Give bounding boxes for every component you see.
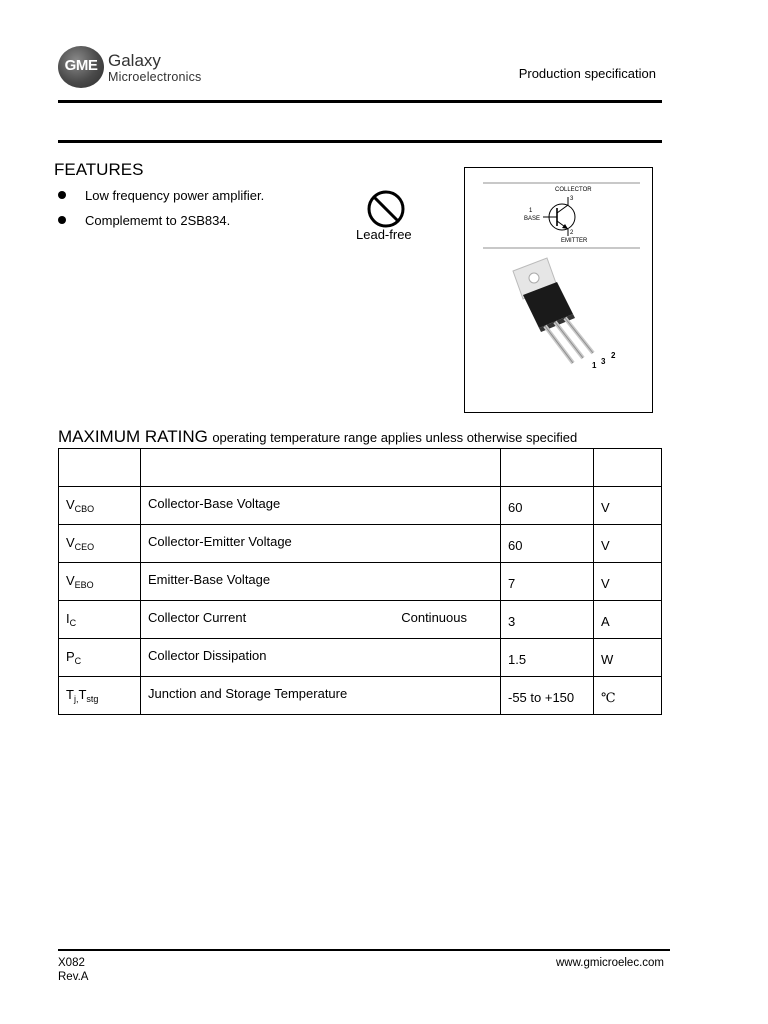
bullet-icon [58, 216, 66, 224]
table-row [59, 639, 662, 677]
to220-package-image [513, 258, 593, 363]
package-diagram-box [464, 167, 653, 413]
symbol-cell: $I_C$ [59, 601, 141, 639]
table-row [59, 563, 662, 601]
unit-cell: V [594, 563, 662, 601]
value-cell: 7 [501, 563, 594, 601]
base-label: BASE [524, 216, 541, 222]
table-row [59, 487, 662, 525]
max-rating-subtitle: operating temperature range applies unless otherwise specified [212, 430, 578, 445]
transistor-diagram [465, 168, 652, 412]
header-cell [501, 449, 594, 487]
pin-base-number: 1 [529, 208, 533, 214]
value-cell: 1.5 [501, 639, 594, 677]
header-cell [59, 449, 141, 487]
lead-free-label: Lead-free [356, 227, 412, 242]
value-cell: -55 to +150 [501, 677, 594, 715]
unit-cell: V [594, 487, 662, 525]
photo-pin-label: 1 [592, 361, 597, 370]
max-rating-table [58, 448, 662, 715]
table-row [59, 601, 662, 639]
features-title: FEATURES [54, 160, 144, 179]
description-cell: Junction and Storage Temperature [141, 677, 501, 715]
photo-pin-label: 3 [601, 357, 606, 366]
value-cell: 3 [501, 601, 594, 639]
header-rule-bottom [58, 140, 662, 143]
unit-cell: ℃ [594, 677, 662, 715]
max-rating-heading [58, 427, 577, 447]
symbol-cell: $V_{CEO}$ [59, 525, 141, 563]
header-rule-top [58, 100, 662, 103]
table-header-row [59, 449, 662, 487]
footer-rule [58, 949, 670, 951]
symbol-cell: $V_{EBO}$ [59, 563, 141, 601]
bullet-icon [58, 191, 66, 199]
feature-item [58, 213, 230, 228]
website-link[interactable]: www.gmicroelec.com [556, 957, 664, 969]
logo-text: GME [64, 57, 98, 74]
document-code: X082 [58, 957, 85, 969]
header-cell [141, 449, 501, 487]
value-cell: 60 [501, 525, 594, 563]
description-cell: Collector-Emitter Voltage [141, 525, 501, 563]
description-cell: Collector-Base Voltage [141, 487, 501, 525]
max-rating-title: MAXIMUM RATING [58, 427, 208, 446]
pin-collector-number: 3 [570, 196, 574, 202]
description-cell: Collector Dissipation [141, 639, 501, 677]
feature-item [58, 188, 264, 203]
symbol-cell: $T_{j,}T_{stg}$ [59, 677, 141, 715]
emitter-label: EMITTER [561, 238, 588, 244]
value-cell: 60 [501, 487, 594, 525]
revision: Rev.A [58, 971, 89, 983]
table-row [59, 677, 662, 715]
document-type: Production specification [518, 66, 656, 81]
unit-cell: W [594, 639, 662, 677]
feature-text: Low frequency power amplifier. [85, 188, 265, 203]
symbol-cell: $P_C$ [59, 639, 141, 677]
company-subname: Microelectronics [108, 70, 202, 84]
table-row [59, 525, 662, 563]
pin-emitter-number: 2 [570, 230, 574, 236]
lead-free-icon [366, 190, 408, 230]
company-logo [58, 46, 104, 88]
unit-cell: V [594, 525, 662, 563]
photo-pin-label: 2 [611, 351, 616, 360]
description-cell: Emitter-Base Voltage [141, 563, 501, 601]
collector-label: COLLECTOR [555, 187, 592, 193]
symbol-cell: $V_{CBO}$ [59, 487, 141, 525]
header-cell [594, 449, 662, 487]
description-cell: Collector Current Continuous [141, 601, 501, 639]
unit-cell: A [594, 601, 662, 639]
company-name: Galaxy [108, 51, 161, 70]
feature-text: Complememt to 2SB834. [85, 213, 231, 228]
